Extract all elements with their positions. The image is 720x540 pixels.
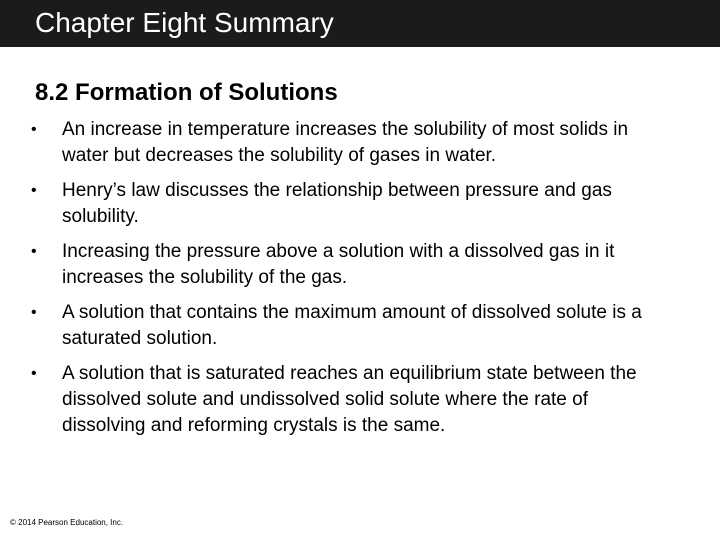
bullet-item-2 xyxy=(28,178,648,230)
bullet-text: A solution that is saturated reaches an equilibrium state between the dissolved solute and undissolved solid solute where the rate of dissolving and reforming crystals is the same. xyxy=(62,363,637,436)
bullet-item-4 xyxy=(28,300,648,352)
slide-title: Chapter Eight Summary xyxy=(35,7,334,38)
bullet-marker: • xyxy=(31,365,37,382)
bullet-text: Increasing the pressure above a solution with a dissolved gas in it increases the solubility of the gas. xyxy=(62,241,615,288)
bullet-list xyxy=(28,117,648,448)
bullet-text: Henry’s law discusses the relationship between pressure and gas solubility. xyxy=(62,180,612,227)
section-heading: 8.2 Formation of Solutions xyxy=(35,79,338,106)
bullet-marker: • xyxy=(31,304,37,321)
copyright-notice: © 2014 Pearson Education, Inc. xyxy=(10,518,124,527)
title-bar xyxy=(0,0,720,47)
bullet-text: A solution that contains the maximum amount of dissolved solute is a saturated solution. xyxy=(62,302,642,349)
bullet-item-1 xyxy=(28,117,648,169)
bullet-marker: • xyxy=(31,121,37,138)
bullet-marker: • xyxy=(31,243,37,260)
bullet-text: An increase in temperature increases the solubility of most solids in water but decreases the solubility of gases in water. xyxy=(62,119,629,166)
bullet-marker: • xyxy=(31,182,37,199)
bullet-item-3 xyxy=(28,239,648,291)
bullet-item-5 xyxy=(28,361,648,439)
